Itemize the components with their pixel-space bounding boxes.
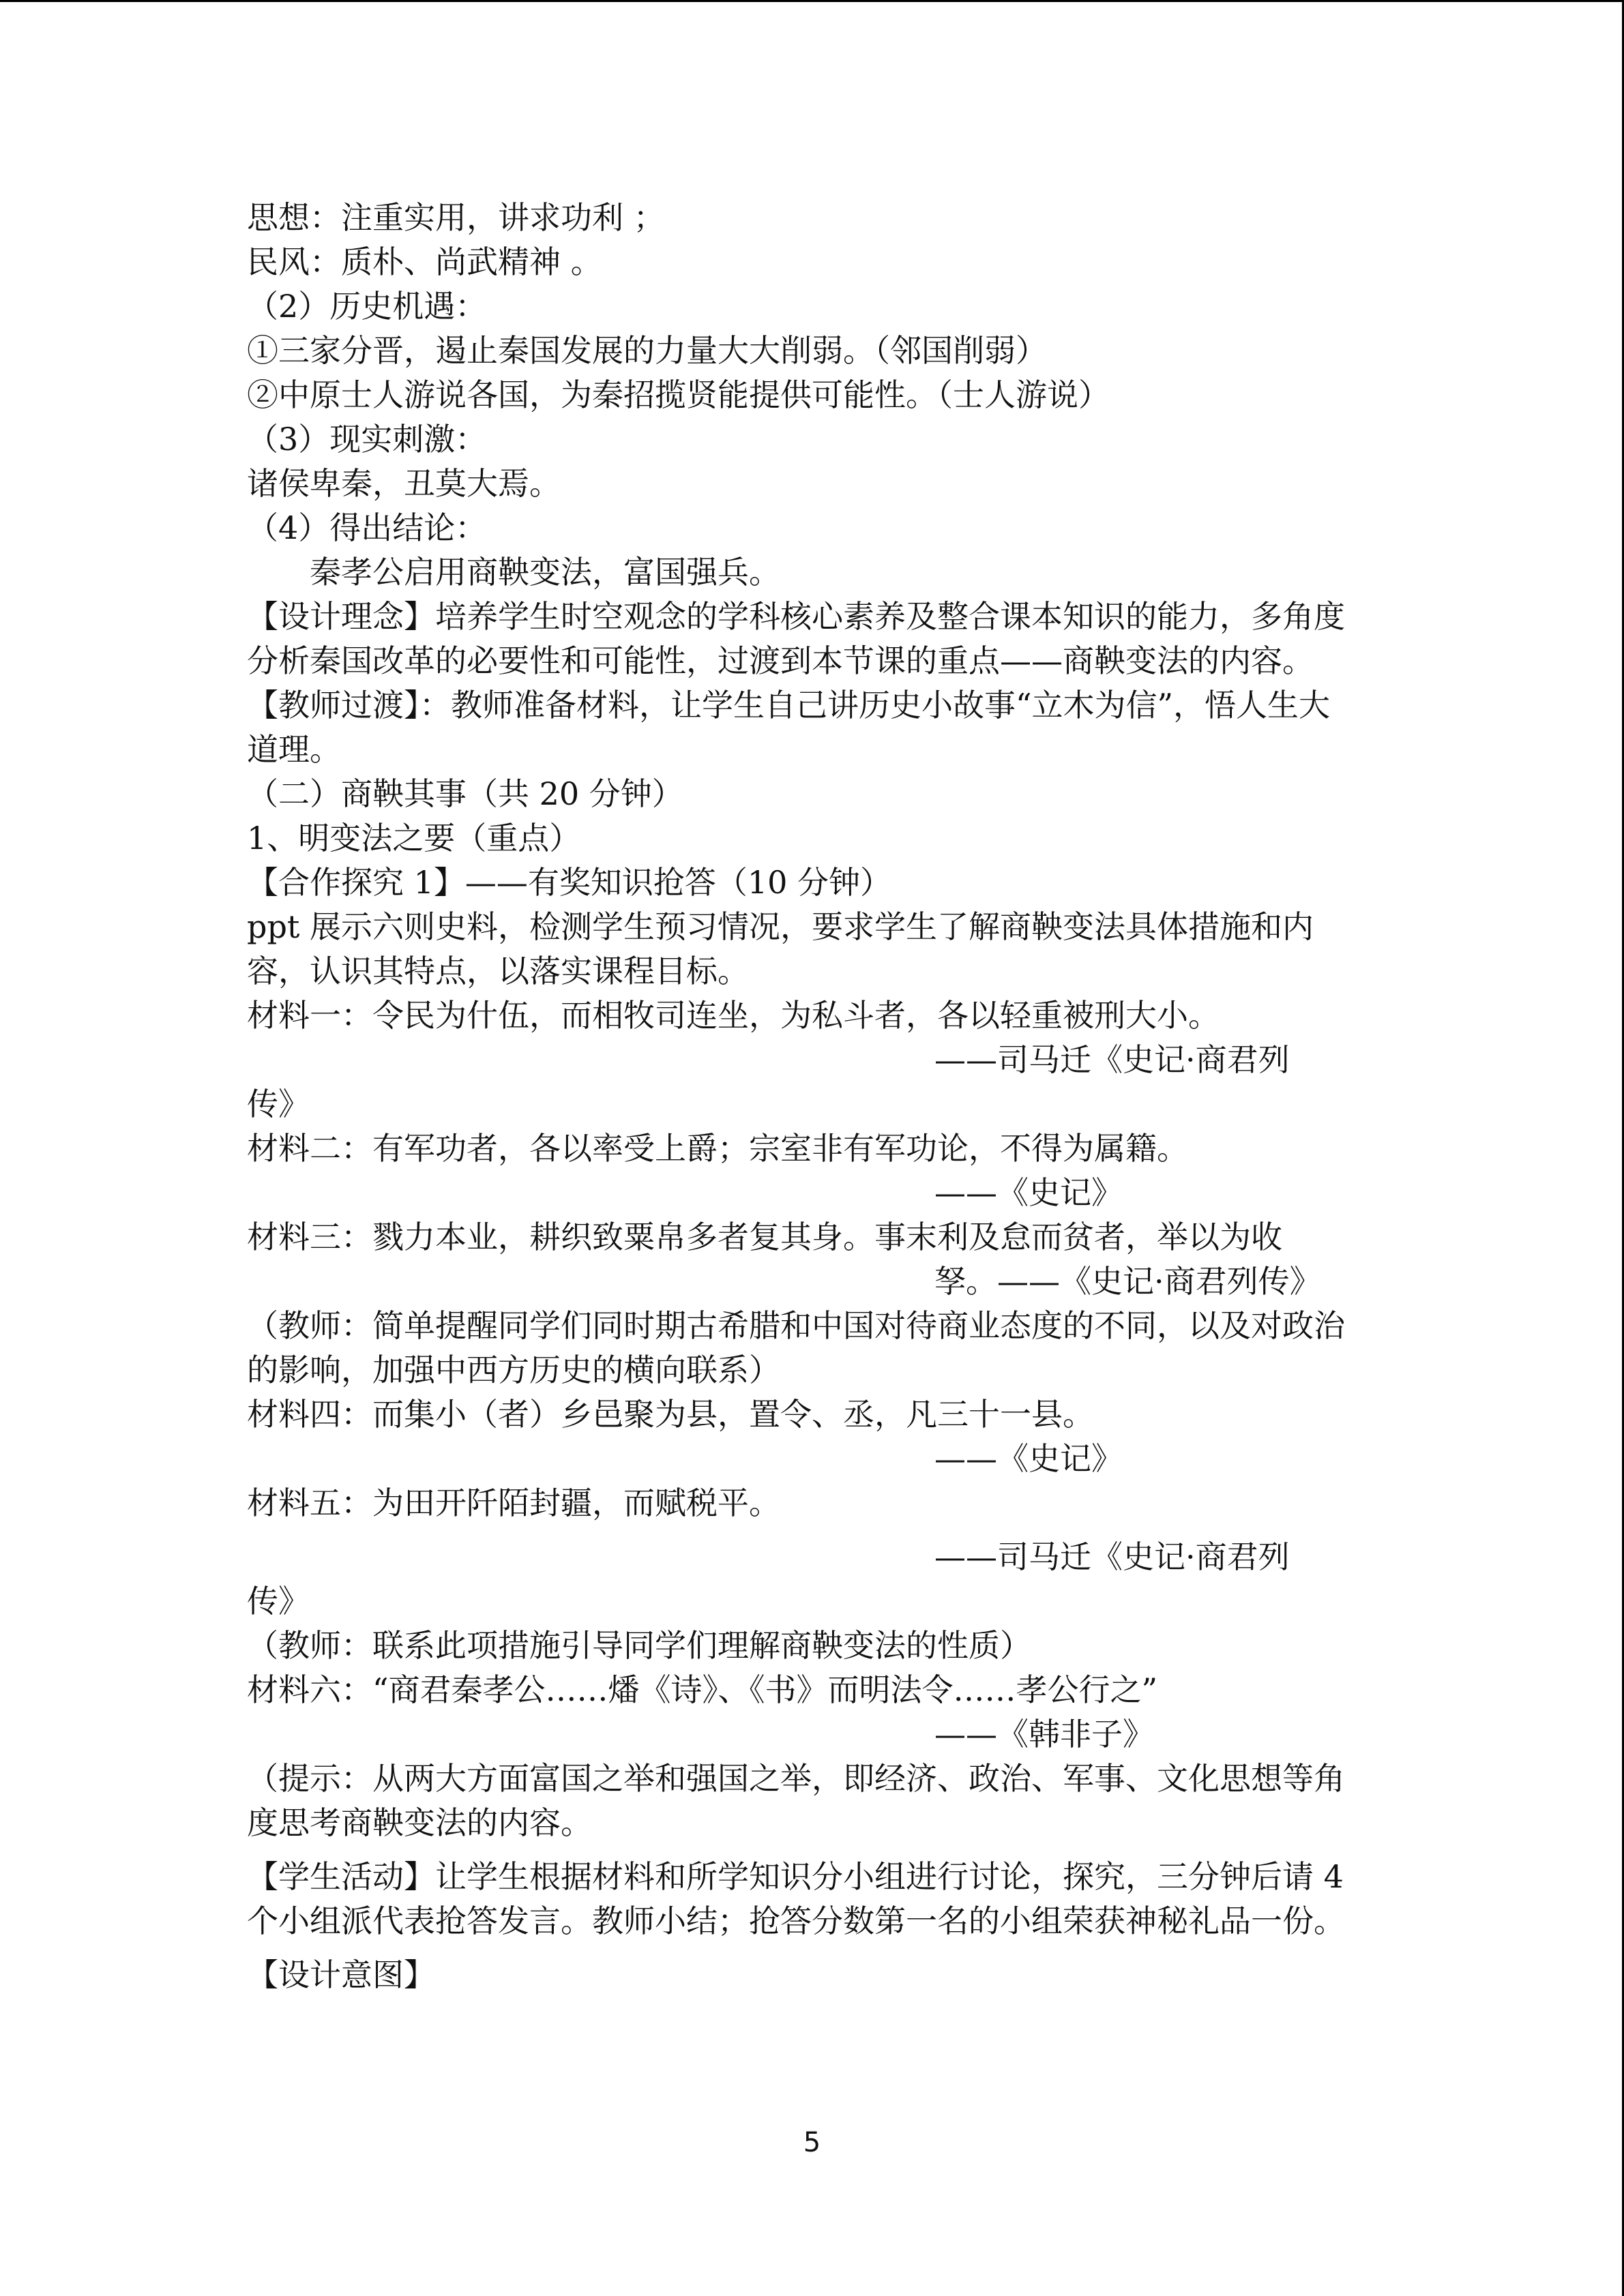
paragraph: 【设计理念】培养学生时空观念的学科核心素养及整合课本知识的能力，多角度分析秦国改革的必要性和可能性，过渡到本节课的重点——商鞅变法的内容。 — [247, 598, 1345, 679]
material-source-continued: 传》 — [247, 1086, 310, 1122]
page-content — [247, 196, 1359, 1997]
material-source: ——司马迁《史记·商君列 — [934, 1041, 1290, 1078]
section-heading: 【设计意图】 — [247, 1956, 435, 1993]
text-line: ①三家分晋，遏止秦国发展的力量大大削弱。（邻国削弱） — [247, 332, 1047, 369]
section-heading: （2）历史机遇： — [247, 288, 487, 325]
material-source-continued: 传》 — [247, 1583, 310, 1620]
text-line: ②中原士人游说各国，为秦招揽贤能提供可能性。（士人游说） — [247, 376, 1110, 413]
paragraph: ppt 展示六则史料，检测学生预习情况，要求学生了解商鞅变法具体措施和内容，认识其特点，以落实课程目标。 — [247, 908, 1314, 989]
hint-note: （提示：从两大方面富国之举和强国之举，即经济、政治、军事、文化思想等角度思考商鞅变法的内容。 — [247, 1760, 1345, 1841]
section-heading: （二）商鞅其事（共 20 分钟） — [247, 775, 683, 812]
page-number: 5 — [803, 2127, 821, 2158]
material-text: 材料六：“商君秦孝公……燔《诗》、《书》而明法令……孝公行之” — [247, 1671, 1158, 1708]
material-text: 材料三：戮力本业，耕织致粟帛多者复其身。事末利及怠而贫者，举以为收 — [247, 1219, 1282, 1255]
teacher-note: （教师：联系此项措施引导同学们理解商鞅变法的性质） — [247, 1627, 1031, 1664]
material-text: 材料四：而集小（者）乡邑聚为县，置令、丞，凡三十一县。 — [247, 1396, 1094, 1433]
teacher-note: （教师：简单提醒同学们同时期古希腊和中国对待商业态度的不同，以及对政治的影响，加强中西方历史的横向联系） — [247, 1307, 1345, 1388]
material-source: ——《韩非子》 — [934, 1716, 1154, 1753]
paragraph: 【学生活动】让学生根据材料和所学知识分小组进行讨论，探究，三分钟后请 4 个小组派代表抢答发言。教师小结；抢答分数第一名的小组荣获神秘礼品一份。 — [247, 1858, 1345, 1939]
material-source: ——《史记》 — [934, 1174, 1123, 1211]
section-heading: （4）得出结论： — [247, 509, 487, 546]
material-source: ——司马迁《史记·商君列 — [934, 1538, 1290, 1575]
material-text: 材料一：令民为什伍，而相牧司连坐，为私斗者，各以轻重被刑大小。 — [247, 997, 1220, 1034]
section-heading: （3）现实刺激： — [247, 421, 487, 458]
section-heading: 1、明变法之要（重点） — [247, 820, 581, 856]
material-text: 材料二：有军功者，各以率受上爵；宗室非有军功论，不得为属籍。 — [247, 1130, 1188, 1167]
material-text: 材料五：为田开阡陌封疆，而赋税平。 — [247, 1485, 780, 1521]
text-line: 诸侯卑秦，丑莫大焉。 — [247, 465, 561, 502]
text-line: 思想：注重实用，讲求功利 ； — [247, 199, 665, 236]
paragraph: 【教师过渡】：教师准备材料，让学生自己讲历史小故事“立木为信”，悟人生大道理。 — [247, 687, 1331, 768]
material-source: ——《史记》 — [934, 1440, 1123, 1477]
text-line: 秦孝公启用商鞅变法，富国强兵。 — [310, 554, 780, 591]
text-line: 民风：质朴、尚武精神 。 — [247, 243, 602, 280]
section-heading: 【合作探究 1】——有奖知识抢答（10 分钟） — [247, 864, 892, 901]
material-source: 孥。——《史记·商君列传》 — [934, 1263, 1321, 1300]
